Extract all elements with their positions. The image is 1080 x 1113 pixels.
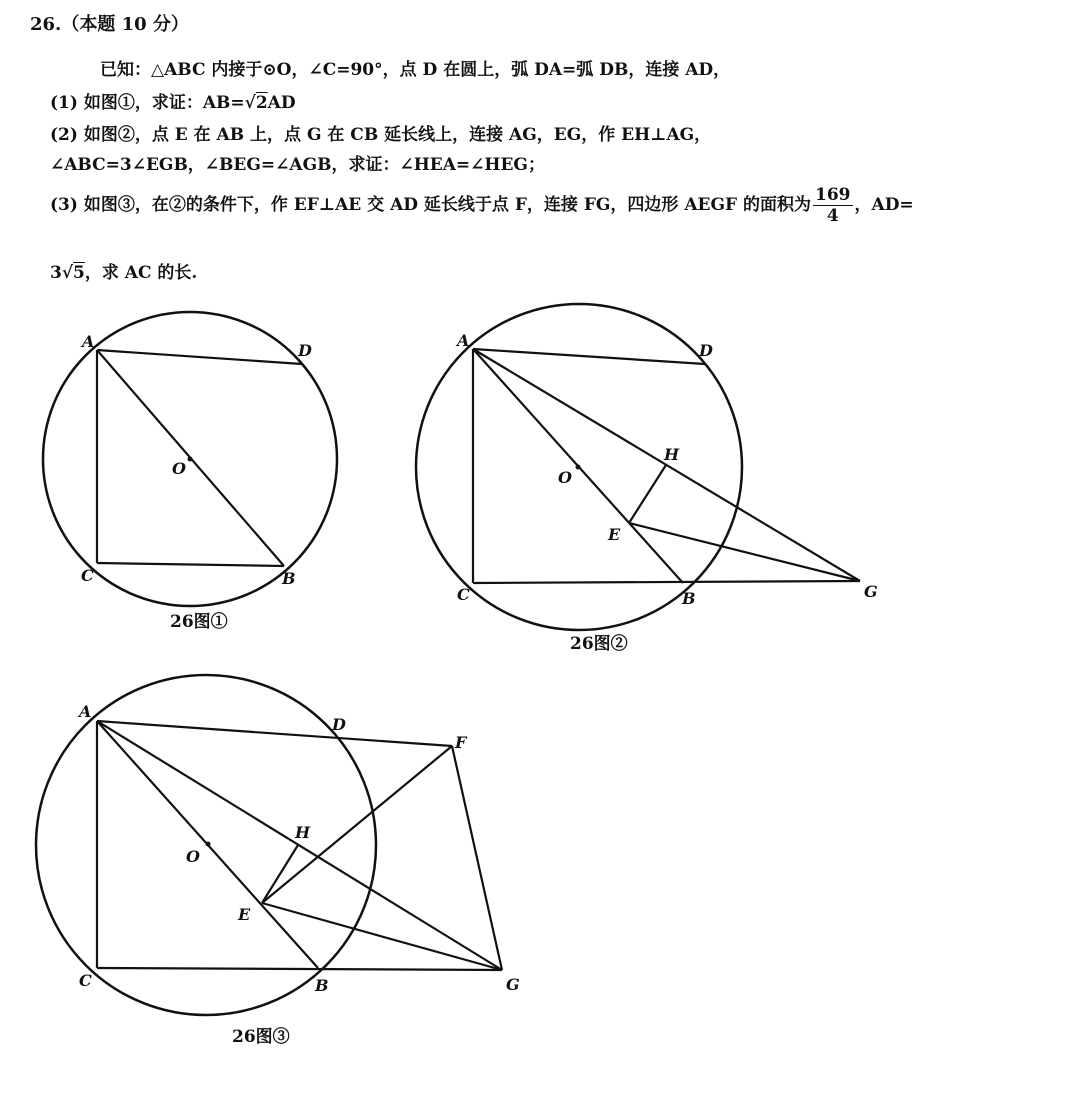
fig3-segment-CG: [97, 968, 502, 970]
fig3-label-D: D: [332, 715, 346, 734]
fig3-label-F: F: [455, 733, 467, 752]
fig2-segment-AG: [473, 349, 860, 581]
fig2-segment-CG: [473, 581, 860, 583]
part3-text: (3) 如图③，在②的条件下，作 EF⊥AE 交 AD 延长线于点 F，连接 FG，四边形 AEGF 的面积为: [50, 195, 811, 215]
fig1-label-O: O: [172, 459, 186, 478]
fig1-label-C: C: [81, 566, 94, 585]
fig3-label-G: G: [506, 975, 520, 994]
fig3-label-C: C: [79, 971, 92, 990]
fig3-segment-AG: [97, 721, 502, 970]
fig2-label-A: A: [457, 331, 470, 350]
fig1-label-A: A: [82, 332, 95, 351]
fig2-label-O: O: [558, 468, 572, 487]
fig3-segment-FG: [452, 746, 502, 970]
fig3-segment-AF: [97, 721, 452, 746]
ad-coef: 3: [50, 263, 62, 283]
fig3-label-E: E: [238, 905, 251, 924]
part3-ad-label: ，AD=: [854, 195, 914, 215]
fig2-segment-EH: [629, 465, 666, 523]
fig1-label-B: B: [282, 569, 296, 588]
part3-question: ，求 AC 的长.: [84, 263, 198, 283]
fig1-segment-AD: [97, 350, 302, 364]
fig2-caption: 26图②: [570, 634, 628, 654]
fig2-label-E: E: [608, 525, 621, 544]
problem-part2-line1: (2) 如图②，点 E 在 AB 上，点 G 在 CB 延长线上，连接 AG，EG，作 EH⊥AG，: [50, 125, 712, 145]
fig2-segment-EG: [629, 523, 860, 581]
fig3-label-B: B: [315, 976, 329, 995]
problem-given: 已知：△ABC 内接于⊙O，∠C=90°，点 D 在圆上，弧 DA=弧 DB，连接 AD，: [100, 60, 731, 80]
fig1-segment-CB: [97, 563, 284, 566]
fig3-label-A: A: [79, 702, 92, 721]
fig2-label-H: H: [664, 445, 680, 464]
fig2-label-G: G: [864, 582, 878, 601]
fig2-label-B: B: [682, 589, 696, 608]
fig3-segment-EG: [262, 903, 502, 970]
area-numerator: 169: [815, 185, 851, 205]
part1-text: (1) 如图①，求证：AB=: [50, 93, 245, 113]
part1-tail: AD: [267, 93, 296, 113]
fig3-center-dot: [206, 842, 211, 847]
figure-2-group: [416, 304, 878, 654]
fig1-label-D: D: [298, 341, 312, 360]
fig3-segment-EH: [262, 845, 298, 903]
fig2-label-D: D: [699, 341, 713, 360]
problem-header: 26.（本题 10 分）: [30, 14, 189, 35]
fig2-segment-AD: [473, 349, 705, 364]
sqrt-2: √2: [244, 93, 268, 113]
fig3-caption: 26图③: [232, 1027, 290, 1047]
problem-part2-line2: ∠ABC=3∠EGB，∠BEG=∠AGB，求证：∠HEA=∠HEG；: [50, 155, 545, 175]
sqrt-5: √5: [61, 263, 85, 283]
fig1-center-dot: [188, 457, 193, 462]
fig2-center-dot: [576, 465, 581, 470]
figure-1-group: [43, 312, 337, 632]
figure-3-group: [36, 675, 520, 1047]
fig1-caption: 26图①: [170, 612, 228, 632]
area-denominator: 4: [826, 206, 839, 226]
fig3-label-O: O: [186, 847, 200, 866]
fig2-label-C: C: [457, 585, 470, 604]
fig3-label-H: H: [295, 823, 311, 842]
